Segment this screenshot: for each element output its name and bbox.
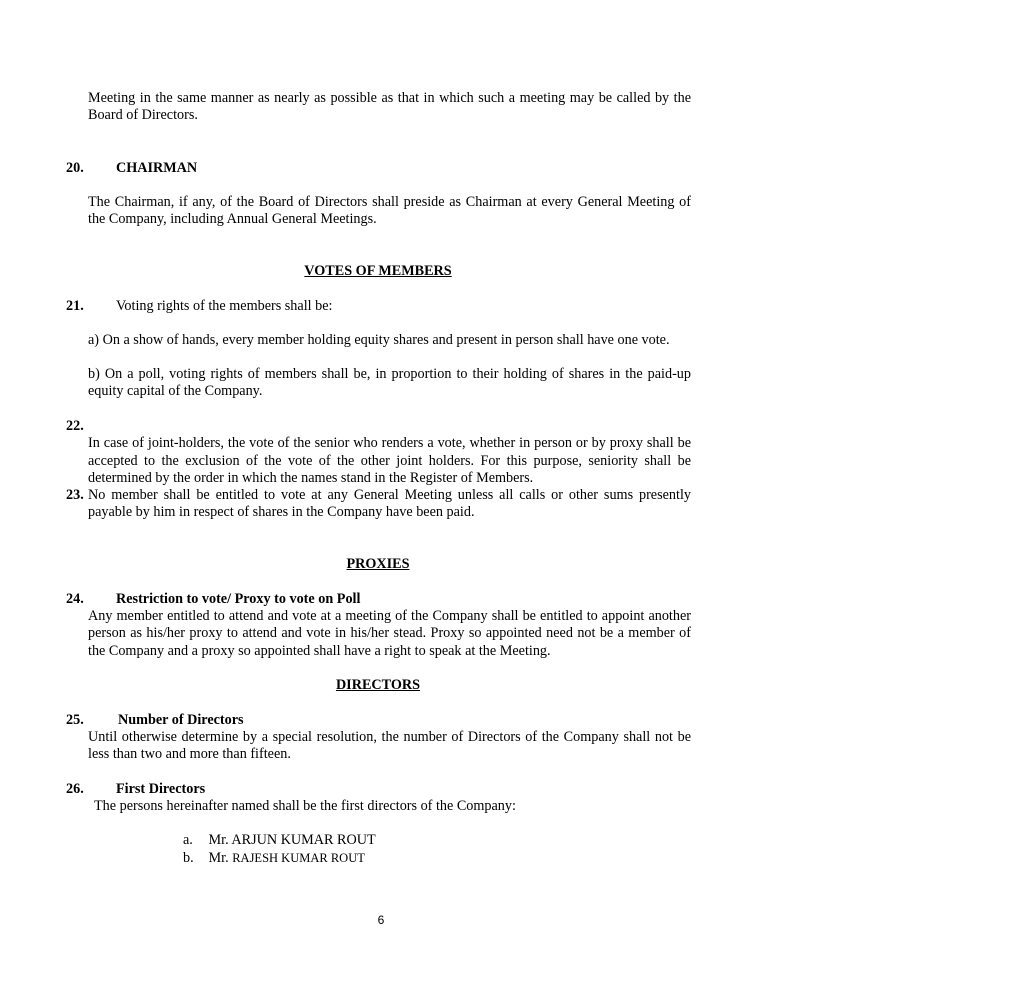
directors-heading: DIRECTORS (335, 677, 421, 693)
votes-of-members-heading: VOTES OF MEMBERS (304, 263, 452, 279)
director-prefix: Mr. (208, 832, 229, 848)
section-20-title: CHAIRMAN (116, 160, 198, 176)
intro-paragraph: Meeting in the same manner as nearly as possible as that in which such a meeting may be called by the Board of Directors. (88, 90, 691, 124)
section-25-paragraph: Until otherwise determine by a special resolution, the number of Directors of the Company shall not be less than two and more than fifteen. (88, 729, 691, 763)
section-23-number: 23. (66, 487, 84, 503)
section-26-number: 26. (66, 781, 84, 797)
section-24-number: 24. (66, 591, 84, 607)
first-directors-list (183, 832, 376, 868)
proxies-heading: PROXIES (346, 556, 410, 572)
section-21-lead: Voting rights of the members shall be: (116, 298, 333, 314)
page-number: 6 (377, 913, 385, 927)
section-26-paragraph: The persons hereinafter named shall be the first directors of the Company: (94, 798, 516, 814)
director-name: ARJUN KUMAR ROUT (231, 832, 376, 848)
section-20-number: 20. (66, 160, 84, 176)
section-25-title: Number of Directors (118, 712, 244, 728)
section-22-number: 22. (66, 418, 84, 434)
list-item (183, 850, 376, 868)
section-24-title: Restriction to vote/ Proxy to vote on Poll (116, 591, 361, 607)
section-21-number: 21. (66, 298, 84, 314)
section-21-item-b: b) On a poll, voting rights of members shall be, in proportion to their holding of shares in the paid-up equity capital of the Company. (88, 366, 691, 400)
list-marker: a. (183, 832, 193, 848)
list-item (183, 832, 376, 850)
section-26-title: First Directors (116, 781, 206, 797)
section-25-number: 25. (66, 712, 84, 728)
section-24-paragraph: Any member entitled to attend and vote at a meeting of the Company shall be entitled to appoint another person as his/her proxy to attend and vote in his/her stead. Proxy so appointed need not be a member of the Company and a proxy so appointed shall have a right to speak at the Meeting. (88, 608, 691, 659)
section-21-item-a: a) On a show of hands, every member holding equity shares and present in person shall have one vote. (88, 332, 670, 348)
section-22-paragraph (88, 418, 691, 487)
list-marker: b. (183, 850, 194, 866)
section-23-paragraph: No member shall be entitled to vote at any General Meeting unless all calls or other sums presently payable by him in respect of shares in the Company have been paid. (88, 487, 691, 521)
section-22-text: In case of joint-holders, the vote of the senior who renders a vote, whether in person or by proxy shall be accepted to the exclusion of the vote of the other joint holders. For this purpose, seniority shall be determined by the order in which the names stand in the Register of Members. (88, 435, 691, 486)
section-20-paragraph: The Chairman, if any, of the Board of Directors shall preside as Chairman at every General Meeting of the Company, including Annual General Meetings. (88, 194, 691, 228)
director-name: RAJESH KUMAR ROUT (232, 851, 365, 865)
director-prefix: Mr. (208, 850, 229, 866)
